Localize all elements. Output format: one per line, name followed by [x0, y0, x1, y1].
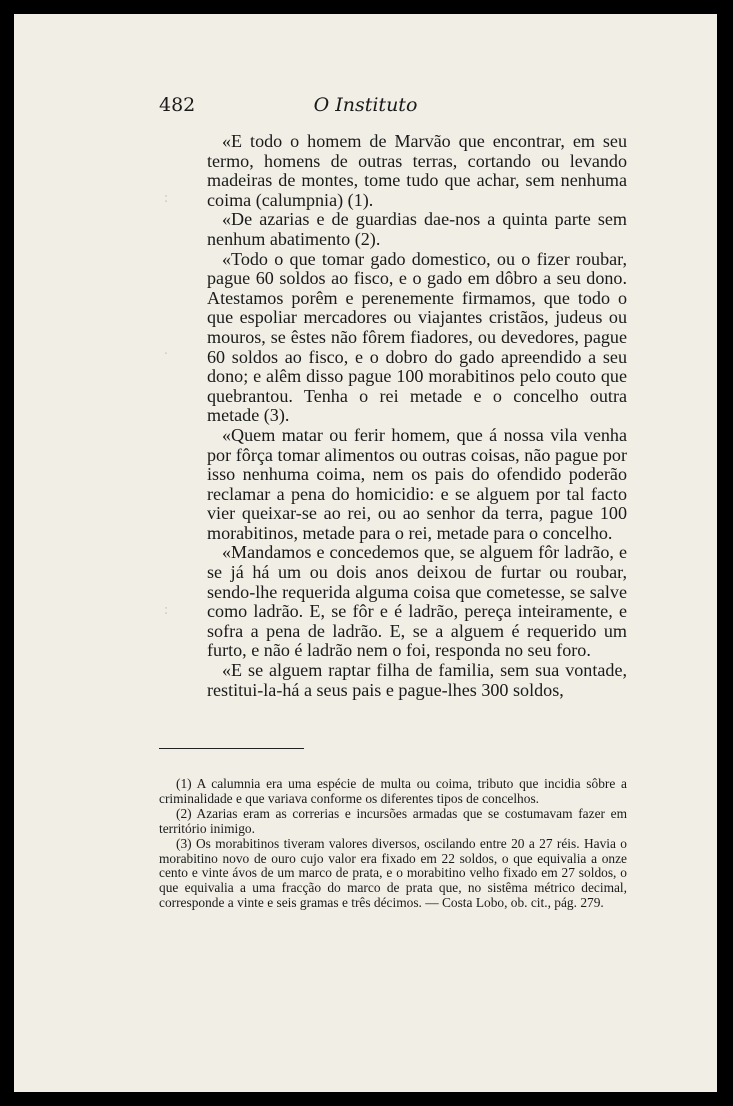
footnote-divider — [159, 748, 304, 749]
document-page — [14, 14, 717, 1092]
footnote: (3) Os morabitinos tiveram valores diversos, oscilando entre 20 a 27 réis. Havia o morabitino novo de ouro cujo valor era fixado em 22 soldos, o que equivalia a onze cento e vinte ávos de um marco de prata, e o morabitino velho fixado em 27 soldos, o que equivalia a uma fracção do marco de prata que, no sistêma métrico decimal, corresponde a vinte e seis gramas e três décimos. — Costa Lobo, ob. cit., pág. 279. — [159, 835, 627, 911]
paragraph: «E todo o homem de Marvão que encontrar, em seu termo, homens de outras terras, cortando ou levando madeiras de montes, tome tudo que achar, sem nenhuma coima (calumpnia) (1). — [207, 131, 627, 210]
paragraph: «De azarias e de guardias dae-nos a quinta parte sem nenhum abatimento (2). — [207, 209, 627, 249]
show-through-mark: : — [164, 190, 169, 206]
show-through-mark: . — [164, 342, 168, 358]
footnotes — [159, 777, 627, 911]
main-text — [207, 132, 627, 700]
show-through-mark: : — [164, 602, 169, 618]
page-number: 482 — [159, 94, 196, 116]
page-header — [14, 94, 717, 124]
footnote: (1) A calumnia era uma espécie de multa ou coima, tributo que incidia sôbre a criminalidade e que variava conforme os diferentes tipos de concelhos. — [159, 776, 627, 806]
paragraph: «Todo o que tomar gado domestico, ou o fizer roubar, pague 60 soldos ao fisco, e o gado em dôbro a seu dono. Atestamos porêm e perenemente firmamos, que todo o que espoliar mercadores ou viajantes cristãos, judeus ou mouros, se êstes não fôrem fiadores, ou devedores, pague 60 soldos ao fisco, e o dobro do gado apreendido a seu dono; e alêm disso pague 100 morabitinos pelo couto que quebrantou. Tenha o rei metade e o concelho outra metade (3). — [207, 248, 627, 426]
paragraph: «Quem matar ou ferir homem, que á nossa vila venha por fôrça tomar alimentos ou outras coisas, não pague por isso nenhuma coima, nem os pais do ofendido poderão reclamar a pena do homicidio: e se alguem por tal facto vier queixar-se ao rei, ou ao senhor da terra, pague 100 morabitinos, metade para o rei, metade para o concelho. — [207, 424, 627, 543]
running-title: O Instituto — [313, 94, 418, 116]
paragraph: «E se alguem raptar filha de familia, sem sua vontade, restitui-la-há a seus pais e pague-lhes 300 soldos, — [207, 660, 627, 700]
paragraph: «Mandamos e concedemos que, se alguem fôr ladrão, e se já há um ou dois anos deixou de furtar ou roubar, sendo-lhe requerida alguma coisa que cometesse, se salve como ladrão. E, se fôr e é ladrão, pereça inteiramente, e sofra a pena de ladrão. E, se a alguem é requerido um furto, e não é ladrão nem o foi, responda no seu foro. — [207, 542, 627, 661]
footnote: (2) Azarias eram as correrias e incursões armadas que se costumavam fazer em território inimigo. — [159, 805, 627, 836]
